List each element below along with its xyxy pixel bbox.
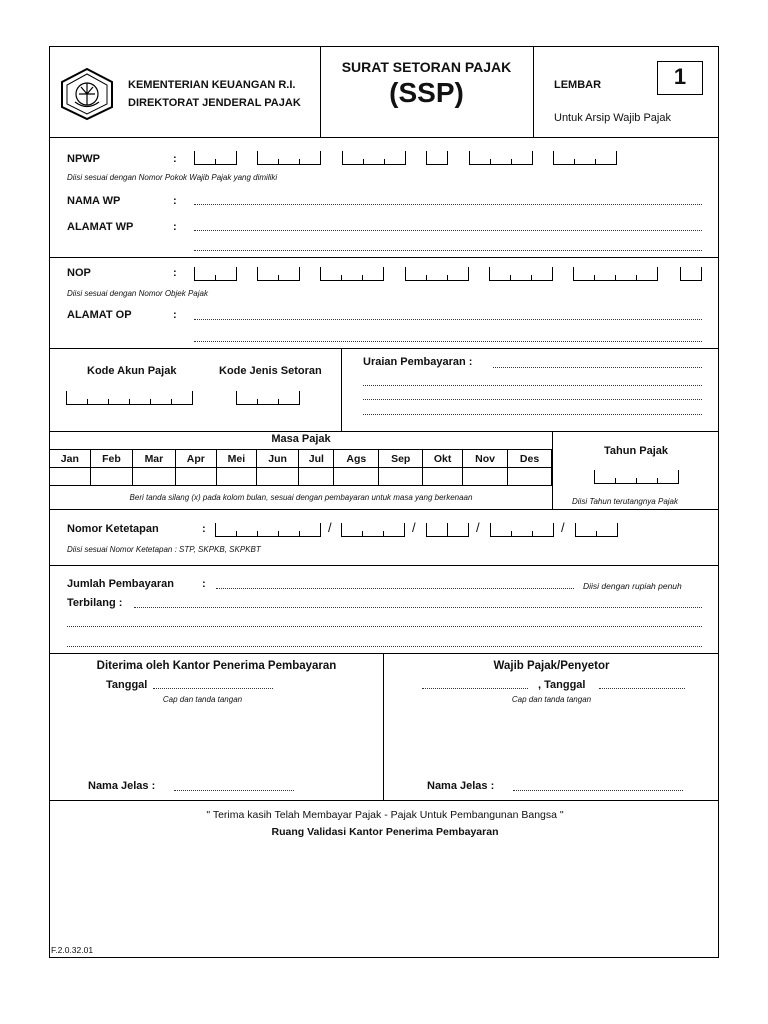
month-jul: Jul	[299, 450, 334, 468]
nop-field-3[interactable]	[320, 267, 384, 281]
diterima-tanggal-label: Tanggal	[106, 679, 148, 691]
nama-wp-label: NAMA WP	[67, 195, 121, 207]
alamat-wp-label: ALAMAT WP	[67, 221, 134, 233]
nop-field-5[interactable]	[489, 267, 553, 281]
month-mei: Mei	[216, 450, 256, 468]
ketetapan-field-3[interactable]	[426, 523, 469, 537]
lembar-label: LEMBAR	[554, 79, 602, 91]
uraian-field-3[interactable]	[363, 399, 702, 400]
terbilang-field-3[interactable]	[67, 646, 702, 647]
jumlah-pembayaran-field[interactable]	[216, 588, 574, 589]
ketetapan-field-4[interactable]	[490, 523, 554, 537]
month-ags: Ags	[334, 450, 379, 468]
month-jun: Jun	[256, 450, 298, 468]
ketetapan-slash-2: /	[412, 520, 416, 535]
uraian-field-4[interactable]	[363, 414, 702, 415]
tahun-pajak-label: Tahun Pajak	[604, 445, 668, 457]
check-mei[interactable]	[216, 468, 256, 486]
wajib-pajak-title: Wajib Pajak/Penyetor	[493, 660, 610, 672]
thank-you-message: " Terima kasih Telah Membayar Pajak - Pajak Untuk Pembangunan Bangsa "	[206, 809, 564, 821]
alamat-wp-field-1[interactable]	[194, 230, 702, 231]
tahun-pajak-field[interactable]	[594, 470, 679, 484]
nama-wp-field[interactable]	[194, 204, 702, 205]
check-jun[interactable]	[256, 468, 298, 486]
check-jan[interactable]	[50, 468, 90, 486]
lembar-description: Untuk Arsip Wajib Pajak	[554, 112, 671, 124]
form-abbrev: (SSP)	[389, 77, 464, 108]
directorate-name: DIREKTORAT JENDERAL PAJAK	[128, 97, 301, 109]
ketetapan-field-5[interactable]	[575, 523, 618, 537]
terbilang-field-1[interactable]	[134, 607, 702, 608]
alamat-op-colon: :	[173, 309, 177, 321]
alamat-op-field-1[interactable]	[194, 319, 702, 320]
nop-field-6[interactable]	[573, 267, 658, 281]
month-sep: Sep	[379, 450, 423, 468]
ketetapan-slash-4: /	[561, 520, 565, 535]
month-feb: Feb	[90, 450, 132, 468]
diterima-nama-jelas-field[interactable]	[174, 790, 294, 791]
kode-akun-label: Kode Akun Pajak	[87, 365, 177, 377]
nomor-ketetapan-label: Nomor Ketetapan	[67, 523, 159, 535]
check-ags[interactable]	[334, 468, 379, 486]
month-nov: Nov	[463, 450, 508, 468]
ketetapan-slash-1: /	[328, 520, 332, 535]
wajib-pajak-cap-note: Cap dan tanda tangan	[511, 695, 592, 704]
month-header-row	[50, 450, 552, 468]
alamat-op-label: ALAMAT OP	[67, 309, 132, 321]
wajib-pajak-nama-jelas-label: Nama Jelas :	[427, 780, 495, 792]
ministry-name: KEMENTERIAN KEUANGAN R.I.	[128, 79, 296, 91]
month-apr: Apr	[175, 450, 216, 468]
diterima-cap-note: Cap dan tanda tangan	[162, 695, 243, 704]
jumlah-pembayaran-colon: :	[202, 578, 206, 590]
nop-field-2[interactable]	[257, 267, 300, 281]
djp-logo	[58, 67, 116, 121]
wajib-pajak-tanggal-field[interactable]	[599, 688, 685, 689]
npwp-field-4[interactable]	[426, 151, 448, 165]
month-jan: Jan	[50, 450, 90, 468]
wajib-pajak-place-field[interactable]	[422, 688, 528, 689]
check-mar[interactable]	[133, 468, 176, 486]
npwp-colon: :	[173, 153, 177, 165]
terbilang-label: Terbilang :	[67, 597, 123, 609]
month-mar: Mar	[133, 450, 176, 468]
diterima-tanggal-field[interactable]	[153, 688, 273, 689]
ketetapan-slash-3: /	[476, 520, 480, 535]
alamat-op-field-2[interactable]	[194, 341, 702, 342]
check-feb[interactable]	[90, 468, 132, 486]
check-nov[interactable]	[463, 468, 508, 486]
check-jul[interactable]	[299, 468, 334, 486]
check-des[interactable]	[508, 468, 552, 486]
month-okt: Okt	[423, 450, 463, 468]
form-title: SURAT SETORAN PAJAK	[341, 59, 512, 75]
kode-jenis-label: Kode Jenis Setoran	[219, 365, 322, 377]
uraian-label: Uraian Pembayaran :	[363, 356, 473, 368]
month-check-row	[50, 468, 552, 486]
validasi-area[interactable]	[50, 843, 720, 943]
nop-field-1[interactable]	[194, 267, 237, 281]
jumlah-note: Diisi dengan rupiah penuh	[583, 581, 682, 591]
alamat-wp-field-2[interactable]	[194, 250, 702, 251]
terbilang-field-2[interactable]	[67, 626, 702, 627]
alamat-wp-colon: :	[173, 221, 177, 233]
ketetapan-field-2[interactable]	[341, 523, 405, 537]
npwp-label: NPWP	[67, 153, 100, 165]
masa-pajak-title: Masa Pajak	[271, 433, 331, 445]
npwp-field-3[interactable]	[342, 151, 406, 165]
month-des: Des	[508, 450, 552, 468]
nomor-ketetapan-colon: :	[202, 523, 206, 535]
uraian-field-2[interactable]	[363, 385, 702, 386]
diterima-nama-jelas-label: Nama Jelas :	[88, 780, 156, 792]
nop-note: Diisi sesuai dengan Nomor Objek Pajak	[67, 289, 208, 298]
npwp-field-6[interactable]	[553, 151, 617, 165]
npwp-field-5[interactable]	[469, 151, 533, 165]
validasi-title: Ruang Validasi Kantor Penerima Pembayaran	[271, 826, 499, 838]
form-code: F.2.0.32.01	[51, 945, 94, 955]
tahun-pajak-note: Diisi Tahun terutangnya Pajak	[572, 497, 678, 506]
diterima-title: Diterima oleh Kantor Penerima Pembayaran	[96, 660, 337, 672]
ssp-form	[49, 46, 719, 958]
kode-jenis-field[interactable]	[236, 391, 300, 405]
wajib-pajak-nama-jelas-field[interactable]	[513, 790, 683, 791]
nomor-ketetapan-note: Diisi sesuai Nomor Ketetapan : STP, SKPKB, SKPKBT	[67, 545, 261, 554]
wajib-pajak-tanggal-label: , Tanggal	[538, 679, 586, 691]
check-okt[interactable]	[423, 468, 463, 486]
lembar-number: 1	[657, 61, 703, 95]
npwp-field-1[interactable]	[194, 151, 237, 165]
npwp-note: Diisi sesuai dengan Nomor Pokok Wajib Pajak yang dimiliki	[67, 173, 278, 182]
masa-pajak-table	[50, 449, 552, 486]
ketetapan-field-1[interactable]	[215, 523, 321, 537]
nama-wp-colon: :	[173, 195, 177, 207]
masa-pajak-note: Beri tanda silang (x) pada kolom bulan, sesuai dengan pembayaran untuk masa yang berkenaan	[129, 493, 473, 502]
uraian-field-1[interactable]	[493, 367, 702, 368]
jumlah-pembayaran-label: Jumlah Pembayaran	[67, 578, 174, 590]
check-apr[interactable]	[175, 468, 216, 486]
check-sep[interactable]	[379, 468, 423, 486]
npwp-field-2[interactable]	[257, 151, 321, 165]
nop-label: NOP	[67, 267, 91, 279]
kode-akun-field[interactable]	[66, 391, 193, 405]
nop-colon: :	[173, 267, 177, 279]
nop-field-4[interactable]	[405, 267, 469, 281]
nop-field-7[interactable]	[680, 267, 702, 281]
